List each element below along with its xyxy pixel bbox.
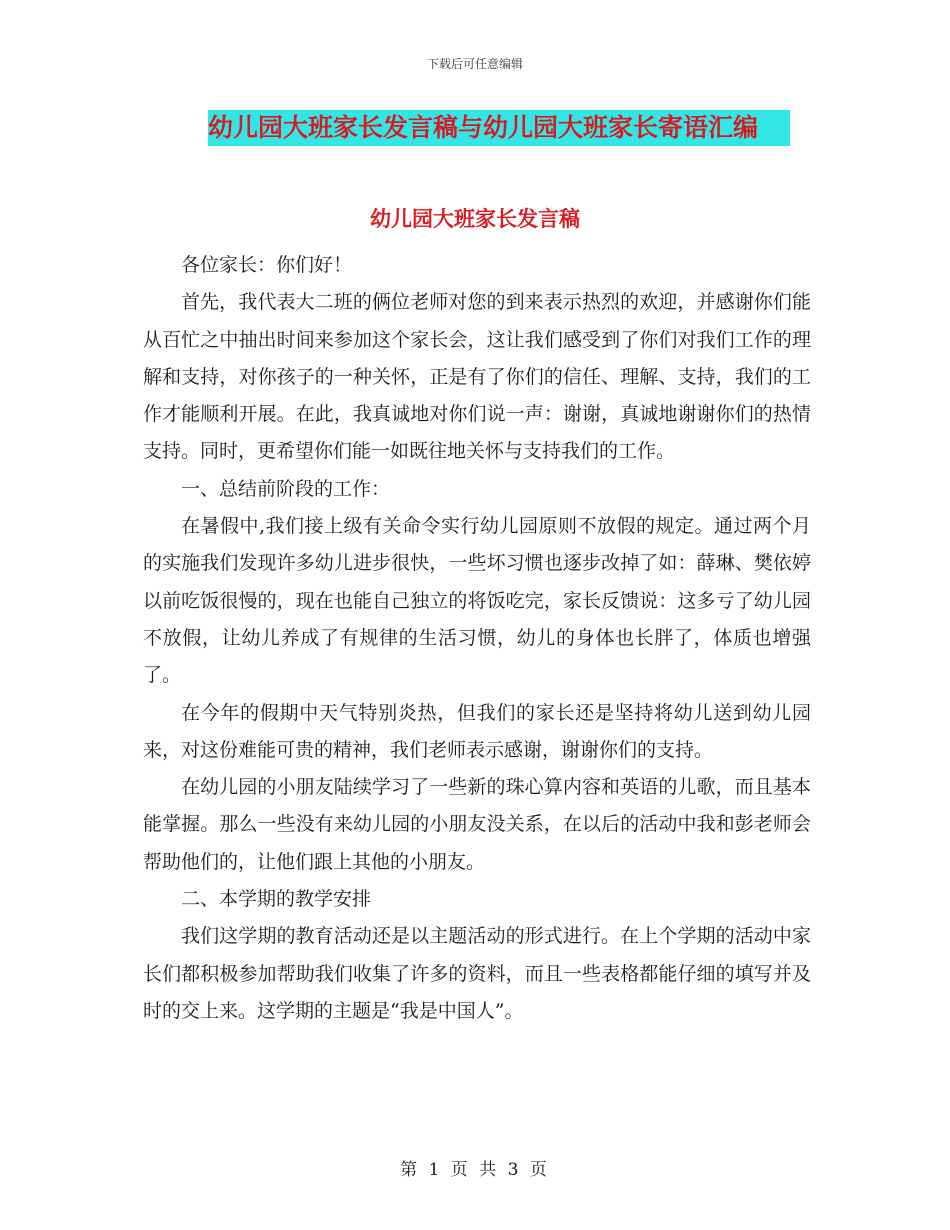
document-title: 幼儿园大班家长发言稿与幼儿园大班家长寄语汇编	[208, 110, 790, 146]
paragraph: 在暑假中,我们接上级有关命令实行幼儿园原则不放假的规定。通过两个月的实施我们发现许多幼儿进步很快，一些坏习惯也逐步改掉了如：薛琳、樊依婷以前吃饭很慢的，现在也能自己独立的将饭吃完，家长反馈说：这多亏了幼儿园不放假，让幼儿养成了有规律的生活习惯，幼儿的身体也长胖了，体质也增强了。	[143, 515, 811, 687]
paragraph: 在今年的假期中天气特别炎热，但我们的家长还是坚持将幼儿送到幼儿园来，对这份难能可贵的精神，我们老师表示感谢，谢谢你们的支持。	[143, 701, 811, 761]
paragraph: 我们这学期的教育活动还是以主题活动的形式进行。在上个学期的活动中家长们都积极参加帮助我们收集了许多的资料，而且一些表格都能仔细的填写并及时的交上来。这学期的主题是“我是中国人”。	[143, 925, 811, 1022]
body-text	[143, 247, 811, 1030]
section-title: 幼儿园大班家长发言稿	[370, 206, 580, 231]
paragraph-greeting: 各位家长：你们好！	[181, 254, 353, 276]
paragraph: 在幼儿园的小朋友陆续学习了一些新的珠心算内容和英语的儿歌，而且基本能掌握。那么一些没有来幼儿园的小朋友没关系，在以后的活动中我和彭老师会帮助他们的，让他们跟上其他的小朋友。	[143, 776, 811, 873]
paragraph: 首先，我代表大二班的俩位老师对您的到来表示热烈的欢迎，并感谢你们能从百忙之中抽出时间来参加这个家长会，这让我们感受到了你们对我们工作的理解和支持，对你孩子的一种关怀，正是有了你们的信任、理解、支持，我们的工作才能顺利开展。在此，我真诚地对你们说一声：谢谢，真诚地谢谢你们的热情支持。同时，更希望你们能一如既往地关怀与支持我们的工作。	[143, 291, 811, 463]
paragraph-heading: 二、本学期的教学安排	[181, 888, 372, 911]
header-note: 下载后可任意编辑	[426, 57, 523, 71]
page-number: 第 1 页 共 3 页	[400, 1160, 550, 1180]
paragraph-heading: 一、总结前阶段的工作：	[181, 477, 391, 500]
